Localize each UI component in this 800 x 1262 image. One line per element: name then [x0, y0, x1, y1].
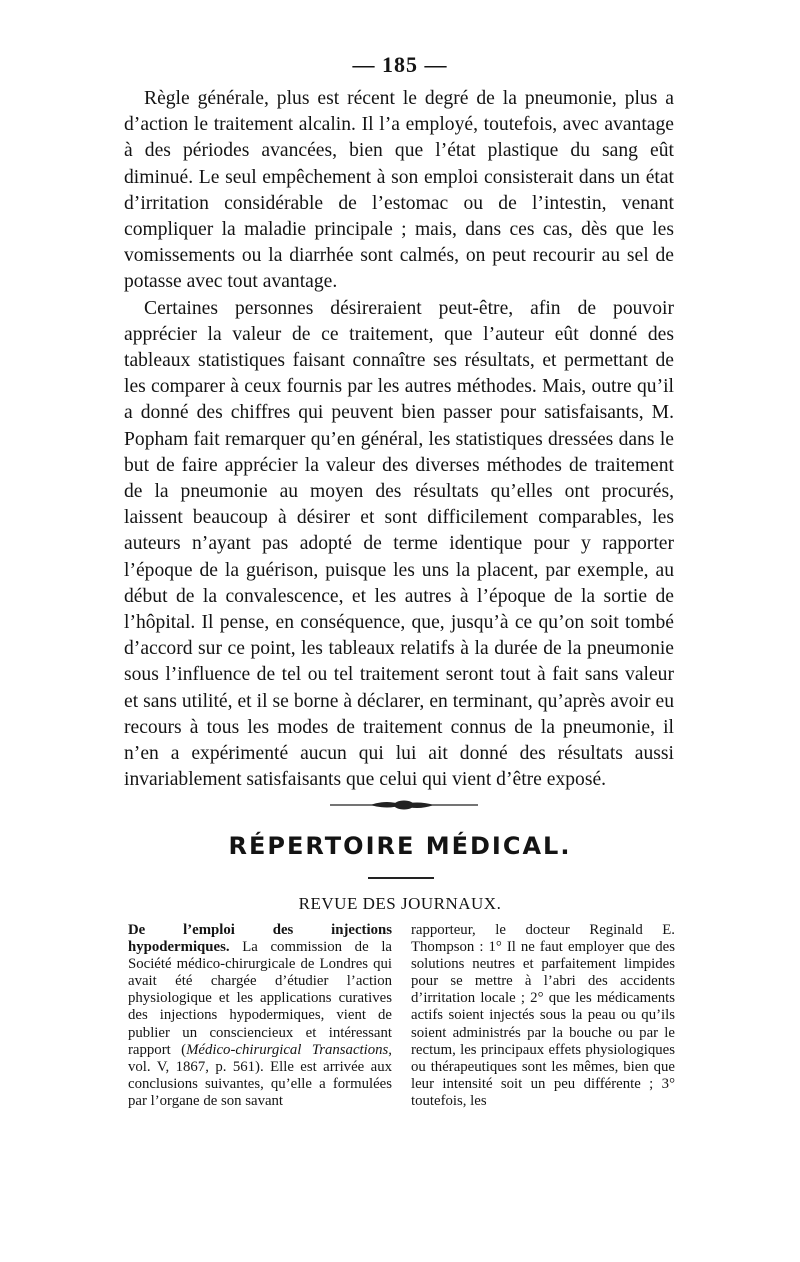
- source-title: Médico-chirurgical Transactions: [186, 1041, 389, 1058]
- right-column: [411, 922, 675, 1110]
- left-column: [128, 922, 392, 1110]
- ornament-divider: [330, 796, 478, 814]
- right-column-text: rapporteur, le docteur Reginald E. Thompson : 1° Il ne faut employer que des solutions neutres et parfaitement limpides pour se mettre à l’abri des accidents d’irritation locale ; 2° que les médicaments actifs soient injectés sous la peau ou qu’ils soient administrés par la bouche ou par le rectum, les principaux effets physiologiques ou thérapeutiques sont les mêmes, bien que leur intensité soit un peu différente ; 3° toutefois, les: [411, 922, 675, 1109]
- short-rule: [368, 877, 434, 879]
- section-title: RÉPERTOIRE MÉDICAL.: [228, 832, 572, 860]
- subsection-title: REVUE DES JOURNAUX.: [298, 894, 502, 913]
- left-text-part-2: , vol. V, 1867, p. 561). Elle est arrivée aux conclusions suivantes, qu’elle a formulées par l’organe de son savant: [128, 1041, 392, 1109]
- paragraph-2: Certaines personnes désireraient peut-être, afin de pouvoir apprécier la valeur de ce traitement, que l’auteur eût donné des tableaux statistiques faisant connaître ses résultats, et permettant de les comparer à ceux fournis par les autres méthodes. Mais, outre qu’il a donné des chiffres qui peuvent bien passer pour satisfaisants, M. Popham fait remarquer qu’en général, les statistiques dressées dans le but de faire apprécier la valeur des diverses méthodes de traitement de la pneumonie au moyen des résultats qu’elles ont procurés, laissent beaucoup à désirer et sont difficilement comparables, les auteurs n’ayant pas adopté de terme identique pour y rapporter l’époque de la guérison, puisque les uns la placent, par exemple, au début de la convalescence, et les autres à l’époque de la sortie de l’hôpital. Il pense, en conséquence, que, jusqu’à ce qu’on soit tombé d’accord sur ce point, les tableaux relatifs à la durée de la pneumonie sous l’influence de tel ou tel traitement seront tout à fait sans valeur et sans utilité, et il se borne à déclarer, en terminant, qu’après avoir eu recours à tous les modes de traitement connus de la pneumonie, il n’en a expérimenté aucun qui lui ait donné des résultats aussi invariablement satisfaisants que celui qui vient d’être exposé.: [124, 297, 674, 791]
- paragraph-1: Règle générale, plus est récent le degré de la pneumonie, plus a d’action le traitement alcalin. Il l’a employé, toutefois, avec avantage à des périodes avancées, bien que l’état plastique du sang eût diminué. Le seul empêchement à son emploi consisterait dans un état d’irritation considérable de l’estomac ou de l’intestin, venant compliquer la maladie principale ; mais, dans ces cas, dès que les vomissements ou la diarrhée sont calmés, on peut recourir au sel de potasse avec tout avantage.: [124, 88, 674, 293]
- left-text-part-1: La commission de la Société médico-chirurgicale de Londres qui avait été chargée d’étudier l’action physiologique et les applications curatives des injections hypodermiques, vient de publier un consciencieux et intéressant rapport (: [128, 939, 392, 1058]
- main-text: [124, 86, 674, 793]
- left-column-text: [128, 922, 392, 1110]
- page-number: — 185 —: [352, 52, 448, 77]
- article-title: De l’emploi des injections hypodermiques.: [128, 922, 392, 956]
